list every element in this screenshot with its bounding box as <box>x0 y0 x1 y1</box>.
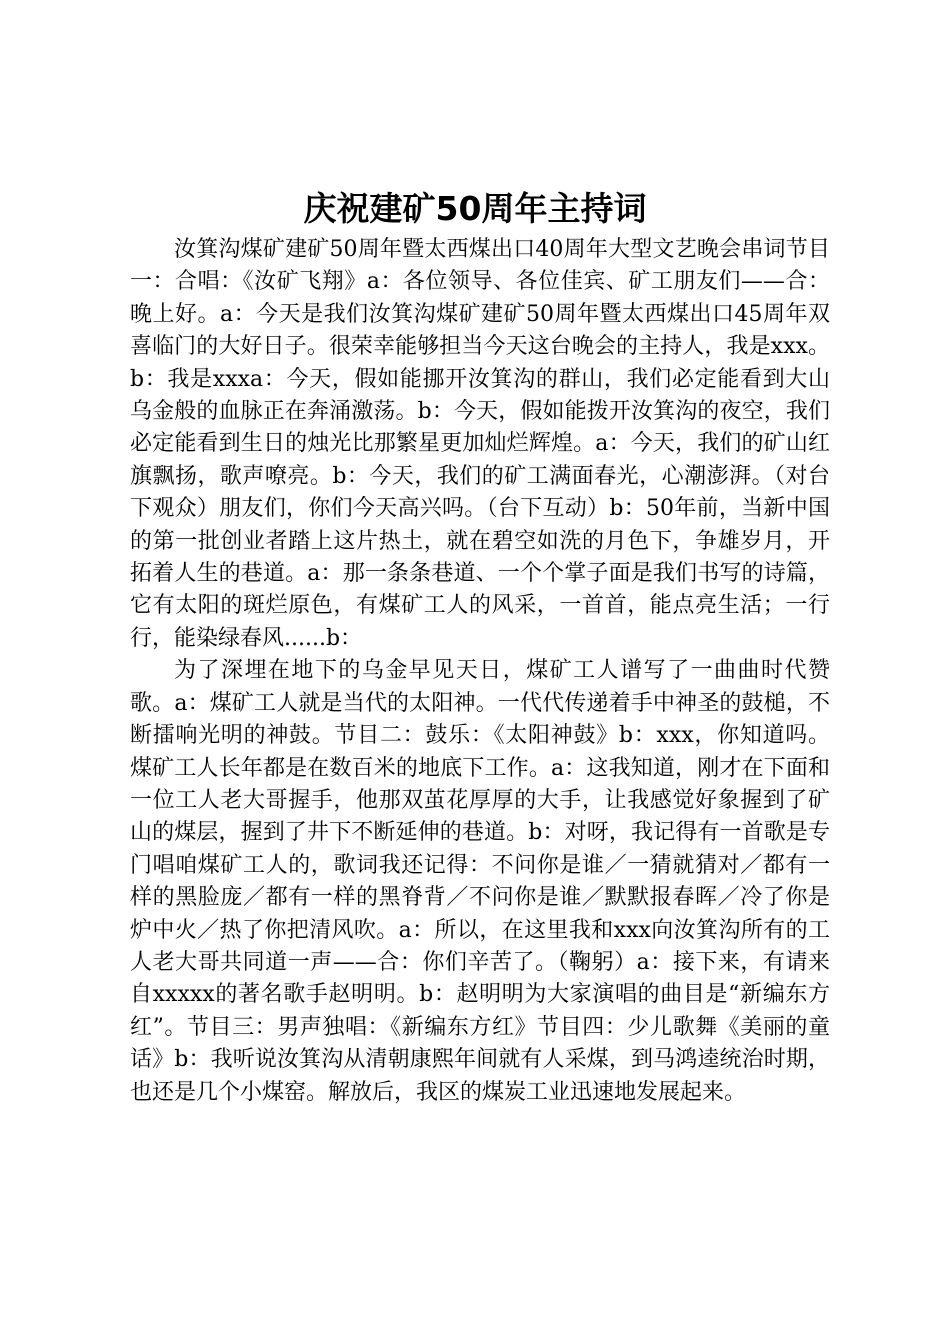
document-title: 庆祝建矿50周年主持词 <box>303 189 647 228</box>
document-body <box>130 234 830 1109</box>
body-paragraph-1: 汝箕沟煤矿建矿50周年暨太西煤出口40周年大型文艺晚会串词节目一：合唱：《汝矿飞翔》a：各位领导、各位佳宾、矿工朋友们——合：晚上好。a：今天是我们汝箕沟煤矿建矿50周年暨太西煤出口45周年双喜临门的大好日子。很荣幸能够担当今天这台晚会的主持人，我是xxx。b：我是xxxa：今天，假如能挪开汝箕沟的群山，我们必定能看到大山乌金般的血脉正在奔涌激荡。b：今天，假如能拨开汝箕沟的夜空，我们必定能看到生日的烛光比那繁星更加灿烂辉煌。a：今天，我们的矿山红旗飘扬，歌声嘹亮。b：今天，我们的矿工满面春光，心潮澎湃。（对台下观众）朋友们，你们今天高兴吗。（台下互动）b：50年前，当新中国的第一批创业者踏上这片热土，就在碧空如洗的月色下，争雄岁月，开拓着人生的巷道。a：那一条条巷道、一个个掌子面是我们书写的诗篇，它有太阳的斑烂原色，有煤矿工人的风采，一首首，能点亮生活；一行行，能染绿春风......b： <box>130 237 830 651</box>
body-paragraph-2: 为了深埋在地下的乌金早见天日，煤矿工人谱写了一曲曲时代赞歌。a：煤矿工人就是当代的太阳神。一代代传递着手中神圣的鼓槌，不断擂响光明的神鼓。节目二：鼓乐：《太阳神鼓》b：xxx，你知道吗。煤矿工人长年都是在数百米的地底下工作。a：这我知道，刚才在下面和一位工人老大哥握手，他那双茧花厚厚的大手，让我感觉好象握到了矿山的煤层，握到了井下不断延伸的巷道。b：对呀，我记得有一首歌是专门唱咱煤矿工人的，歌词我还记得：不问你是谁／一猜就猜对／都有一样的黑脸庞／都有一样的黑脊背／不问你是谁／默默报春晖／冷了你是炉中火／热了你把清风吹。a：所以，在这里我和xxx向汝箕沟所有的工人老大哥共同道一声——合：你们辛苦了。（鞠躬）a：接下来，有请来自xxxxx的著名歌手赵明明。b：赵明明为大家演唱的曲目是“新编东方红”。节目三：男声独唱：《新编东方红》节目四：少儿歌舞《美丽的童话》b：我听说汝箕沟从清朝康熙年间就有人采煤，到马鸿逵统治时期，也还是几个小煤窑。解放后，我区的煤炭工业迅速地发展起来。 <box>130 658 830 1105</box>
